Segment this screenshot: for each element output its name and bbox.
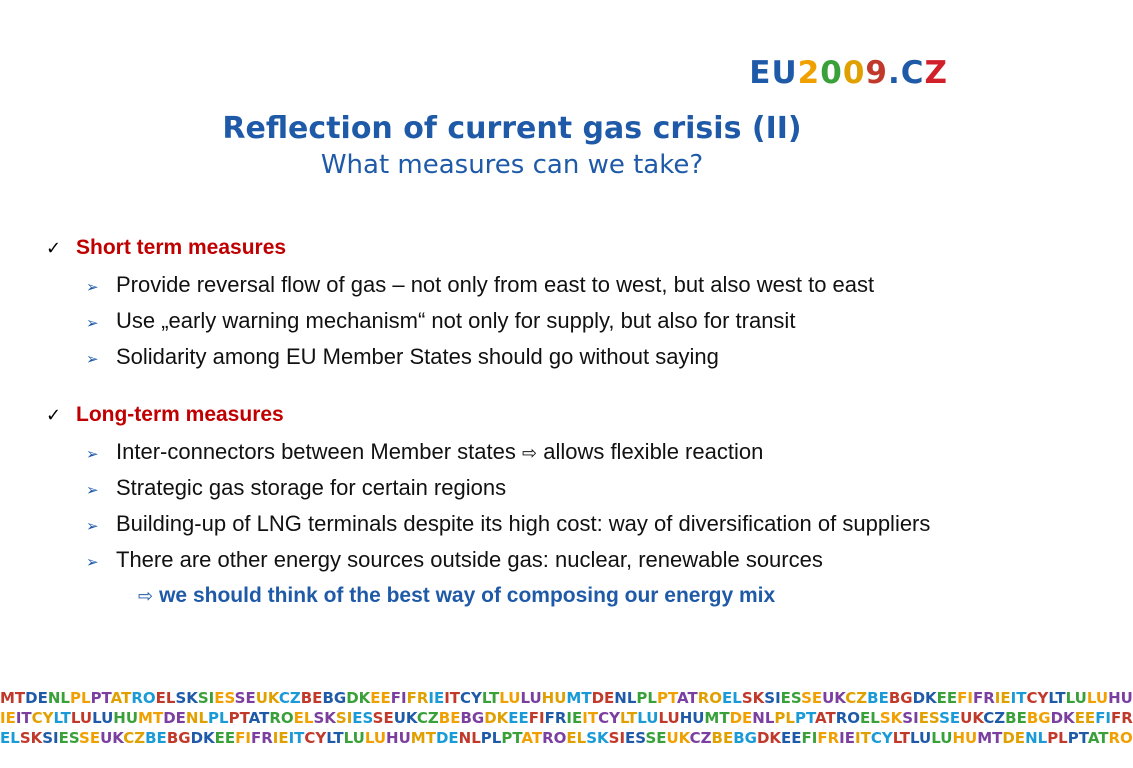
eu2009-logo: [749, 55, 948, 91]
logo-letter: U: [771, 55, 798, 91]
section-heading: ✓ Short term measures: [46, 232, 976, 265]
arrow-bullet-icon: ➢: [86, 278, 99, 296]
logo-letter: .: [887, 55, 901, 91]
checkmark-icon: ✓: [46, 405, 62, 426]
arrow-bullet-icon: ➢: [86, 517, 99, 535]
short-term-section: [46, 232, 976, 373]
list-item: ➢ Use „early warning mechanism“ not only for supply, but also for transit: [86, 307, 976, 337]
arrow-bullet-icon: ➢: [86, 445, 99, 463]
list-item: ➢ There are other energy sources outside gas: nuclear, renewable sources: [86, 546, 976, 576]
logo-letter: 0: [842, 55, 866, 91]
bullet-list: [86, 271, 976, 373]
strip-row: MTDENLPLPTATROELSKSIESSEUKCZBEBGDKEEFIFRIEITCYLTLULUHUMTDENLPLPTATROELSKSIESSEUKCZBEBGDKEEFIFRIEITCYLTLULUHU: [0, 689, 1133, 707]
arrow-bullet-icon: ➢: [86, 350, 99, 368]
logo-letter: 2: [797, 55, 821, 91]
list-item: ➢ Provide reversal flow of gas – not only from east to west, but also west to east: [86, 271, 976, 301]
slide-title-block: [0, 111, 1024, 181]
list-item: ➢ Building-up of LNG terminals despite its high cost: way of diversification of suppliers: [86, 510, 976, 540]
right-arrow-icon: ⇨: [521, 443, 538, 464]
long-term-section: [46, 399, 976, 611]
arrow-bullet-icon: ➢: [86, 314, 99, 332]
slide-body: [46, 232, 976, 611]
slide-title: Reflection of current gas crisis (II): [222, 111, 802, 146]
list-item: ➢ Solidarity among EU Member States should go without saying: [86, 343, 976, 373]
list-item: ➢ Inter-connectors between Member states ⇨ allows flexible reaction: [86, 438, 976, 468]
section-heading: ✓ Long-term measures: [46, 399, 976, 432]
conclusion-line: ⇨ we should think of the best way of composing our energy mix: [138, 584, 776, 607]
right-arrow-icon: ⇨: [138, 586, 154, 607]
country-codes-strip: [0, 688, 1133, 748]
arrow-bullet-icon: ➢: [86, 553, 99, 571]
strip-row: ELSKSIESSEUKCZBEBGDKEEFIFRIEITCYLTLULUHUMTDENLPLPTATROELSKSIESSEUKCZBEBGDKEEFIFRIEITCYLTLULUHUMTDENLPLPTATRO: [0, 729, 1133, 747]
bullet-list: [86, 438, 976, 576]
logo-letter: C: [900, 55, 925, 91]
checkmark-icon: ✓: [46, 238, 62, 259]
strip-row: IEITCYLTLULUHUMTDENLPLPTATROELSKSIESSEUKCZBEBGDKEEFIFRIEITCYLTLULUHUMTDENLPLPTATROELSKSIESSEUKCZBEBGDKEEFIFR: [0, 709, 1133, 727]
slide-subtitle: What measures can we take?: [320, 150, 704, 180]
logo-letter: Z: [924, 55, 948, 91]
logo-letter: 0: [820, 55, 843, 91]
arrow-bullet-icon: ➢: [86, 481, 99, 499]
logo-letter: E: [749, 55, 772, 91]
list-item: ➢ Strategic gas storage for certain regions: [86, 474, 976, 504]
logo-letter: 9: [865, 55, 888, 91]
